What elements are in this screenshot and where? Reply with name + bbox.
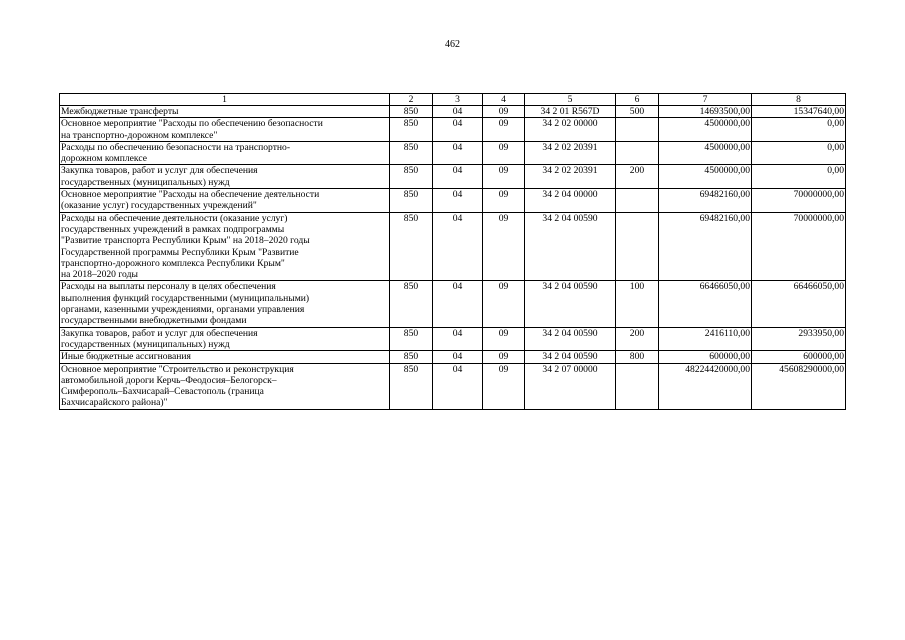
row-section-code: 04 (433, 212, 483, 281)
table-header-row (60, 94, 846, 106)
row-ministry-code: 850 (390, 141, 433, 165)
table-row (60, 165, 846, 189)
header-col-7: 7 (659, 94, 752, 106)
row-amount-col8: 0,00 (752, 165, 846, 189)
row-ministry-code: 850 (390, 106, 433, 118)
row-subsection-code: 09 (483, 363, 525, 409)
table-row (60, 363, 846, 409)
row-target-article: 34 2 07 00000 (525, 363, 616, 409)
header-col-4: 4 (483, 94, 525, 106)
row-subsection-code: 09 (483, 327, 525, 351)
row-expense-type (616, 141, 659, 165)
row-subsection-code: 09 (483, 118, 525, 142)
row-expense-type: 200 (616, 327, 659, 351)
row-name: Основное мероприятие "Расходы на обеспечение деятельности (оказание услуг) государственных учреждений" (60, 189, 390, 213)
table-row (60, 106, 846, 118)
row-ministry-code: 850 (390, 118, 433, 142)
row-section-code: 04 (433, 363, 483, 409)
row-section-code: 04 (433, 351, 483, 363)
row-section-code: 04 (433, 327, 483, 351)
row-amount-col8: 66466050,00 (752, 281, 846, 327)
row-ministry-code: 850 (390, 327, 433, 351)
page-number: 462 (445, 39, 460, 50)
table-row (60, 351, 846, 363)
row-subsection-code: 09 (483, 351, 525, 363)
row-section-code: 04 (433, 106, 483, 118)
row-name: Иные бюджетные ассигнования (60, 351, 390, 363)
row-target-article: 34 2 02 20391 (525, 165, 616, 189)
row-section-code: 04 (433, 281, 483, 327)
row-section-code: 04 (433, 165, 483, 189)
row-expense-type (616, 212, 659, 281)
row-target-article: 34 2 02 00000 (525, 118, 616, 142)
table-row (60, 212, 846, 281)
row-section-code: 04 (433, 118, 483, 142)
row-subsection-code: 09 (483, 281, 525, 327)
row-amount-col7: 4500000,00 (659, 165, 752, 189)
row-amount-col7: 4500000,00 (659, 118, 752, 142)
row-amount-col7: 600000,00 (659, 351, 752, 363)
row-amount-col7: 69482160,00 (659, 212, 752, 281)
row-target-article: 34 2 04 00000 (525, 189, 616, 213)
row-name: Закупка товаров, работ и услуг для обеспечения государственных (муниципальных) нужд (60, 165, 390, 189)
row-amount-col7: 66466050,00 (659, 281, 752, 327)
row-subsection-code: 09 (483, 212, 525, 281)
header-col-8: 8 (752, 94, 846, 106)
row-subsection-code: 09 (483, 141, 525, 165)
row-amount-col7: 69482160,00 (659, 189, 752, 213)
header-col-5: 5 (525, 94, 616, 106)
row-name: Основное мероприятие "Строительство и реконструкция автомобильной дороги Керчь–Феодосия–Белогорск– Симферополь–Бахчисарай–Севастополь (граница Бахчисарайского района)" (60, 363, 390, 409)
row-ministry-code: 850 (390, 212, 433, 281)
row-target-article: 34 2 04 00590 (525, 351, 616, 363)
row-ministry-code: 850 (390, 351, 433, 363)
table-row (60, 118, 846, 142)
row-target-article: 34 2 04 00590 (525, 327, 616, 351)
row-amount-col7: 48224420000,00 (659, 363, 752, 409)
row-amount-col8: 70000000,00 (752, 189, 846, 213)
row-expense-type: 800 (616, 351, 659, 363)
table-row (60, 327, 846, 351)
row-name: Закупка товаров, работ и услуг для обеспечения государственных (муниципальных) нужд (60, 327, 390, 351)
row-amount-col7: 4500000,00 (659, 141, 752, 165)
table-row (60, 141, 846, 165)
row-amount-col8: 0,00 (752, 118, 846, 142)
header-col-1: 1 (60, 94, 390, 106)
table-row (60, 281, 846, 327)
row-section-code: 04 (433, 141, 483, 165)
row-ministry-code: 850 (390, 189, 433, 213)
row-expense-type (616, 189, 659, 213)
row-target-article: 34 2 01 R567D (525, 106, 616, 118)
row-expense-type (616, 363, 659, 409)
row-target-article: 34 2 04 00590 (525, 212, 616, 281)
row-name: Расходы по обеспечению безопасности на транспортно- дорожном комплексе (60, 141, 390, 165)
row-expense-type: 200 (616, 165, 659, 189)
row-name: Расходы на обеспечение деятельности (оказание услуг) государственных учреждений в рамках подпрограммы "Развитие транспорта Республики Крым" на 2018–2020 годы Государственной программы Республики Крым "Развитие транспортно-дорожного комплекса Республики Крым" на 2018–2020 годы (60, 212, 390, 281)
row-section-code: 04 (433, 189, 483, 213)
header-col-2: 2 (390, 94, 433, 106)
row-expense-type: 500 (616, 106, 659, 118)
row-name: Межбюджетные трансферты (60, 106, 390, 118)
row-subsection-code: 09 (483, 165, 525, 189)
header-col-6: 6 (616, 94, 659, 106)
row-expense-type (616, 118, 659, 142)
header-col-3: 3 (433, 94, 483, 106)
budget-table (59, 93, 846, 410)
row-amount-col8: 15347640,00 (752, 106, 846, 118)
row-amount-col8: 600000,00 (752, 351, 846, 363)
table-row (60, 189, 846, 213)
row-expense-type: 100 (616, 281, 659, 327)
row-amount-col7: 2416110,00 (659, 327, 752, 351)
row-amount-col7: 14693500,00 (659, 106, 752, 118)
row-amount-col8: 45608290000,00 (752, 363, 846, 409)
row-ministry-code: 850 (390, 363, 433, 409)
row-name: Основное мероприятие "Расходы по обеспечению безопасности на транспортно-дорожном комплексе" (60, 118, 390, 142)
row-amount-col8: 70000000,00 (752, 212, 846, 281)
row-amount-col8: 0,00 (752, 141, 846, 165)
row-target-article: 34 2 04 00590 (525, 281, 616, 327)
row-name: Расходы на выплаты персоналу в целях обеспечения выполнения функций государственными (муниципальными) органами, казенными учреждениями, органами управления государственными внебюджетными фондами (60, 281, 390, 327)
row-ministry-code: 850 (390, 165, 433, 189)
row-target-article: 34 2 02 20391 (525, 141, 616, 165)
row-amount-col8: 2933950,00 (752, 327, 846, 351)
row-ministry-code: 850 (390, 281, 433, 327)
row-subsection-code: 09 (483, 189, 525, 213)
row-subsection-code: 09 (483, 106, 525, 118)
